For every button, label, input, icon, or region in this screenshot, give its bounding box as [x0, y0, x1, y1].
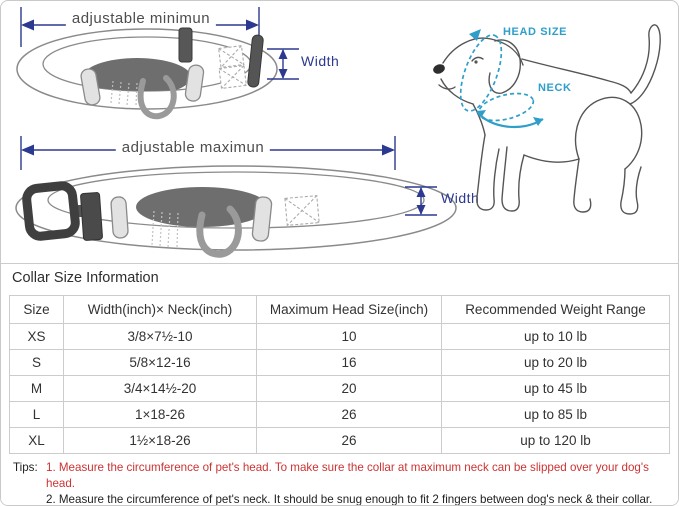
header-width-neck: Width(inch)× Neck(inch) [64, 296, 257, 324]
puppy-illustration [429, 7, 677, 239]
header-weight: Recommended Weight Range [442, 296, 670, 324]
cell-width-neck: 5/8×12-16 [64, 350, 257, 376]
cell-weight: up to 10 lb [442, 324, 670, 350]
size-table [9, 295, 670, 454]
cell-weight: up to 45 lb [442, 376, 670, 402]
adjustable-maximum-label: adjustable maximun [116, 138, 270, 158]
cell-width-neck: 3/4×14½-20 [64, 376, 257, 402]
cell-max-head: 16 [257, 350, 442, 376]
tip-1: 1. Measure the circumference of pet's head. To make sure the collar at maximum neck can be slipped over your dog's head. [46, 461, 649, 490]
adjustable-minimum-label: adjustable minimun [66, 9, 216, 29]
tip-2: 2. Measure the circumference of pet's neck. It should be snug enough to fit 2 fingers between dog's neck & their collar. [46, 493, 653, 506]
width-arrow-top [265, 43, 301, 85]
cell-weight: up to 120 lb [442, 428, 670, 454]
size-row-m [10, 376, 670, 402]
cell-size: XS [10, 324, 64, 350]
tips-block [13, 460, 673, 506]
neck-label: NECK [538, 82, 572, 94]
header-max-head: Maximum Head Size(inch) [257, 296, 442, 324]
size-row-l [10, 402, 670, 428]
cell-size: S [10, 350, 64, 376]
tips-label: Tips: [13, 461, 38, 474]
section-title: Collar Size Information [12, 270, 159, 286]
cell-width-neck: 1½×18-26 [64, 428, 257, 454]
table-header-row [10, 296, 670, 324]
size-info-section [1, 263, 678, 505]
collar-max-illustration [6, 153, 466, 263]
cell-max-head: 20 [257, 376, 442, 402]
cell-width-neck: 3/8×7½-10 [64, 324, 257, 350]
size-row-s [10, 350, 670, 376]
cell-max-head: 10 [257, 324, 442, 350]
tips-content [46, 460, 673, 506]
header-size: Size [10, 296, 64, 324]
size-row-xl [10, 428, 670, 454]
cell-width-neck: 1×18-26 [64, 402, 257, 428]
cell-size: L [10, 402, 64, 428]
cell-max-head: 26 [257, 428, 442, 454]
collar-min-illustration [9, 27, 294, 127]
cell-weight: up to 85 lb [442, 402, 670, 428]
cell-weight: up to 20 lb [442, 350, 670, 376]
size-row-xs [10, 324, 670, 350]
width-label-top: Width [301, 53, 340, 69]
cell-max-head: 26 [257, 402, 442, 428]
width-label-bottom: Width [441, 190, 480, 206]
head-size-label: HEAD SIZE [503, 26, 568, 38]
cell-size: XL [10, 428, 64, 454]
cell-size: M [10, 376, 64, 402]
